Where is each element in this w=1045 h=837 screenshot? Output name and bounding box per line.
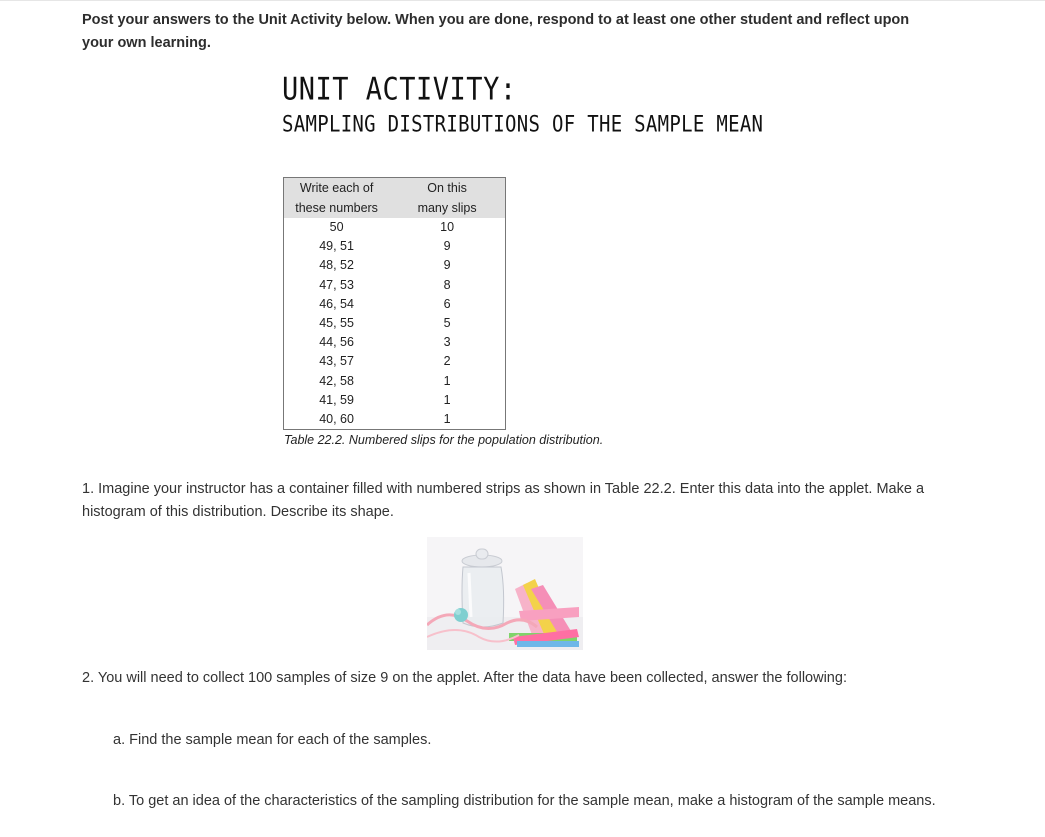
- table-caption: Table 22.2. Numbered slips for the population distribution.: [284, 433, 604, 447]
- jar-with-paper-strips-photo: [427, 537, 583, 650]
- table-row: [284, 314, 506, 333]
- cell-numbers: 49, 51: [319, 239, 354, 254]
- header-slips-line1: On this: [427, 181, 467, 195]
- header-slips: [389, 198, 505, 218]
- question-2: 2. You will need to collect 100 samples of size 9 on the applet. After the data have been collected, answer the following:: [82, 670, 847, 686]
- table-row: [284, 218, 506, 237]
- question-2b: b. To get an idea of the characteristics of the sampling distribution for the sample mean, make a histogram of the sample means.: [113, 793, 936, 809]
- cell-slips: 1: [443, 412, 451, 427]
- instructions-text: Post your answers to the Unit Activity below. When you are done, respond to at least one other student and reflect upon your own learning.: [82, 12, 910, 51]
- cell-numbers: 45, 55: [319, 316, 354, 331]
- cell-slips: 1: [443, 373, 451, 388]
- table-row: [284, 372, 506, 391]
- header-slips-line2: many slips: [417, 201, 477, 215]
- unit-activity-subtitle: SAMPLING DISTRIBUTIONS OF THE SAMPLE MEAN: [282, 112, 764, 138]
- table-row: [284, 391, 506, 410]
- table-row: [284, 295, 506, 314]
- table-row: [284, 410, 506, 430]
- cell-numbers: 43, 57: [319, 354, 354, 369]
- cell-numbers: 47, 53: [319, 277, 354, 292]
- header-numbers-line2: these numbers: [295, 201, 378, 215]
- cell-numbers: 42, 58: [319, 373, 354, 388]
- cell-numbers: 46, 54: [319, 296, 354, 311]
- table-row: [284, 276, 506, 295]
- header-numbers: [284, 178, 390, 199]
- cell-slips: 10: [440, 220, 455, 234]
- cell-slips: 1: [443, 392, 451, 407]
- numbered-slips-table: [283, 177, 506, 430]
- unit-activity-title: UNIT ACTIVITY:: [282, 72, 517, 108]
- header-slips: [389, 178, 505, 199]
- cell-slips: 9: [443, 239, 451, 254]
- cell-slips: 3: [443, 335, 451, 350]
- header-numbers-line1: Write each of: [299, 181, 374, 195]
- table-header-row: [284, 178, 506, 199]
- table-row: [284, 352, 506, 371]
- cell-slips: 6: [443, 296, 451, 311]
- question-1: 1. Imagine your instructor has a container filled with numbered strips as shown in Table 22.2. Enter this data into the applet. Make a histogram of this distribution. Describe its shape.: [82, 481, 925, 520]
- header-numbers: [284, 198, 390, 218]
- cell-slips: 2: [443, 354, 451, 369]
- cell-numbers: 41, 59: [319, 392, 354, 407]
- table-row: [284, 256, 506, 275]
- cell-numbers: 40, 60: [319, 412, 354, 427]
- question-2a: a. Find the sample mean for each of the samples.: [113, 732, 432, 748]
- table-header-row: [284, 198, 506, 218]
- cell-slips: 9: [443, 258, 451, 273]
- cell-numbers: 44, 56: [319, 335, 354, 350]
- cell-slips: 5: [443, 316, 451, 331]
- cell-numbers: 50: [329, 220, 344, 234]
- cell-slips: 8: [443, 277, 451, 292]
- top-divider: [0, 0, 1045, 1]
- table-row: [284, 333, 506, 352]
- table-row: [284, 237, 506, 256]
- cell-numbers: 48, 52: [319, 258, 354, 273]
